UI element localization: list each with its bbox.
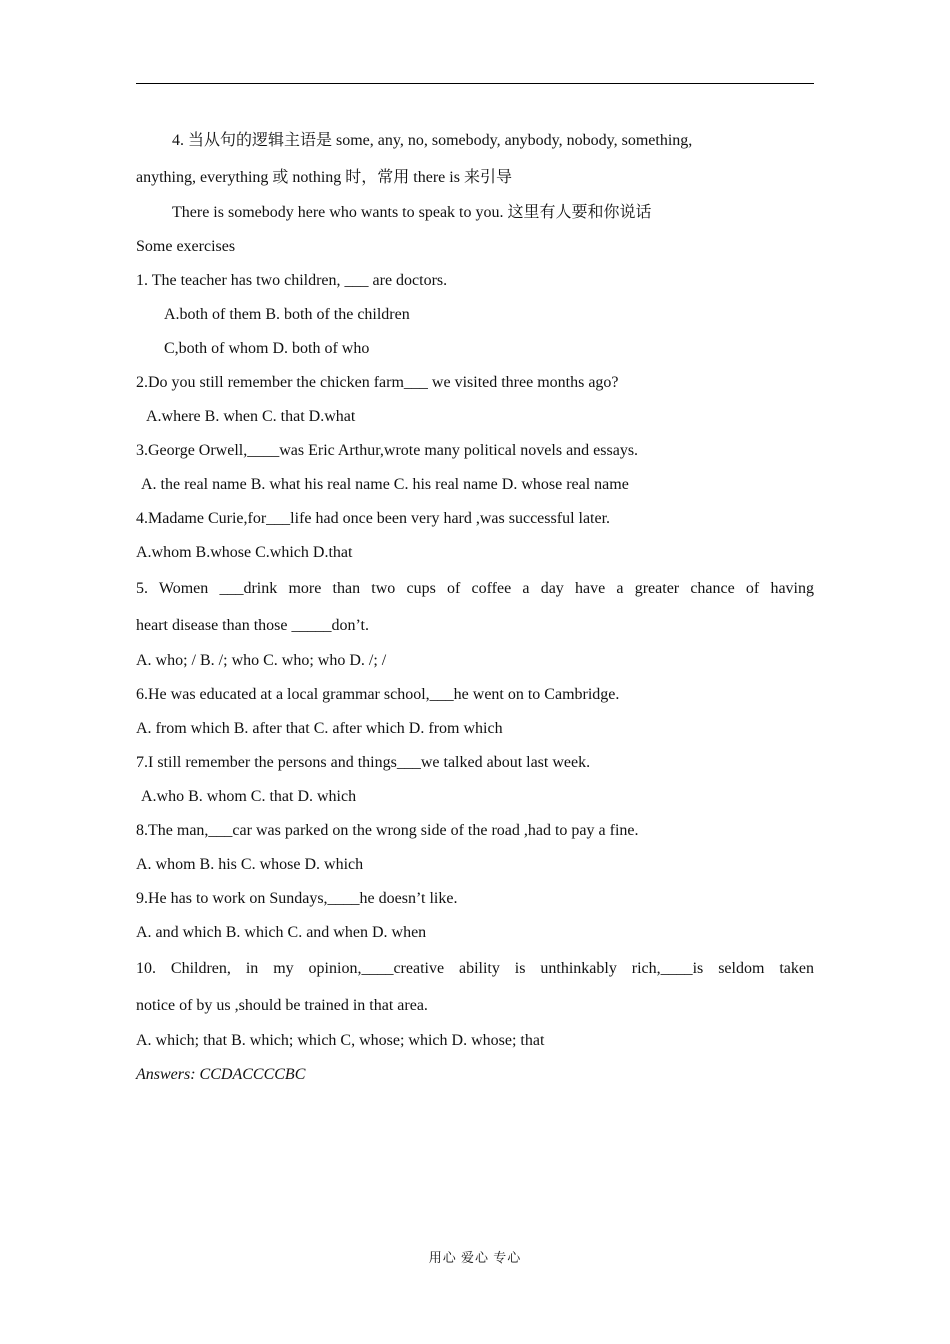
question-2-options: A.where B. when C. that D.what — [146, 408, 356, 425]
question-10-line-1: 10. Children, in my opinion,____creative ability is unthinkably rich,____is seldom taken — [136, 960, 814, 977]
question-4: 4.Madame Curie,for___life had once been very hard ,was successful later. — [136, 510, 611, 527]
rule-4-line-2: anything, everything 或 nothing 时，常用 there is 来引导 — [136, 169, 512, 186]
rule-4-line-1: 4. 当从句的逻辑主语是 some, any, no, somebody, anybody, nobody, something, — [172, 132, 693, 149]
header-rule — [136, 83, 814, 84]
question-6-options: A. from which B. after that C. after which D. from which — [136, 720, 503, 737]
question-3-options: A. the real name B. what his real name C. his real name D. whose real name — [141, 476, 629, 493]
question-4-options: A.whom B.whose C.which D.that — [136, 544, 353, 561]
question-9-options: A. and which B. which C. and when D. when — [136, 924, 427, 941]
question-1-options-b: C,both of whom D. both of who — [164, 340, 370, 357]
question-3: 3.George Orwell,____was Eric Arthur,wrote many political novels and essays. — [136, 442, 639, 459]
question-10-options: A. which; that B. which; which C, whose; which D. whose; that — [136, 1032, 545, 1049]
section-title: Some exercises — [136, 238, 236, 255]
question-10-line-2: notice of by us ,should be trained in that area. — [136, 997, 428, 1014]
question-1: 1. The teacher has two children, ___ are doctors. — [136, 272, 448, 289]
question-6: 6.He was educated at a local grammar school,___he went on to Cambridge. — [136, 686, 620, 703]
question-8: 8.The man,___car was parked on the wrong side of the road ,had to pay a fine. — [136, 822, 639, 839]
question-8-options: A. whom B. his C. whose D. which — [136, 856, 364, 873]
rule-4-example: There is somebody here who wants to speak to you. 这里有人要和你说话 — [172, 204, 652, 221]
question-2: 2.Do you still remember the chicken farm___ we visited three months ago? — [136, 374, 619, 391]
question-5-line-2: heart disease than those _____don’t. — [136, 617, 369, 634]
question-7-options: A.who B. whom C. that D. which — [141, 788, 357, 805]
page-footer: 用心 爱心 专心 — [428, 1250, 522, 1265]
document-body — [136, 122, 814, 1092]
question-1-options-a: A.both of them B. both of the children — [164, 306, 410, 323]
question-7: 7.I still remember the persons and things___we talked about last week. — [136, 754, 591, 771]
question-5-options: A. who; / B. /; who C. who; who D. /; / — [136, 652, 387, 669]
answers: Answers: CCDACCCCBC — [136, 1066, 306, 1083]
question-9: 9.He has to work on Sundays,____he doesn’t like. — [136, 890, 458, 907]
question-5-line-1: 5. Women ___drink more than two cups of coffee a day have a greater chance of having — [136, 580, 814, 597]
